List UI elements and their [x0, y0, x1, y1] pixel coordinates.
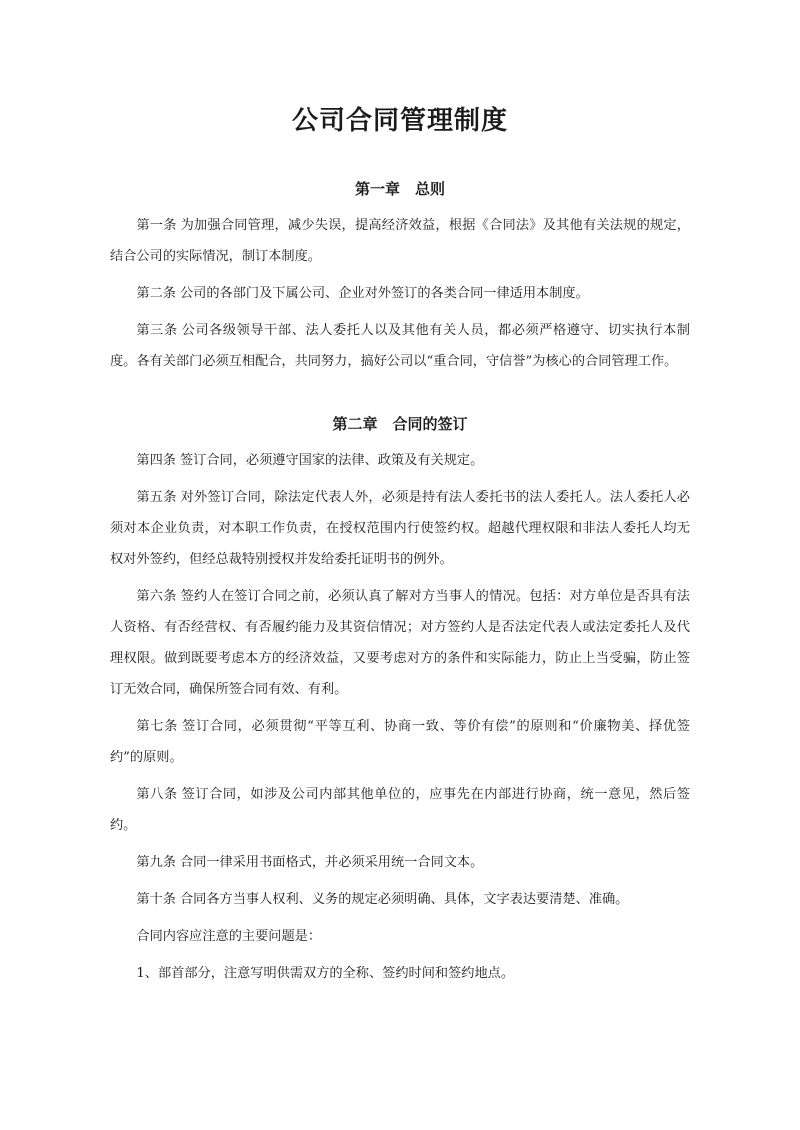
article-paragraph [110, 847, 690, 878]
body-paragraph: 合同内容应注意的主要问题是： [136, 929, 322, 944]
document-title: 公司合同管理制度 [291, 106, 508, 136]
article-paragraph [110, 581, 690, 705]
article-number: 第五条 [136, 490, 177, 505]
article-text: 公司的各部门及下属公司、企业对外签订的各类合同一律适用本制度。 [179, 286, 589, 301]
chapter-2 [110, 413, 690, 989]
article-number: 第一条 [136, 218, 177, 233]
article-paragraph [110, 445, 690, 476]
article-text: 签订合同，如涉及公司内部其他单位的，应事先在内部进行协商，统一意见，然后签约。 [110, 787, 690, 833]
article-number: 第四条 [136, 453, 176, 468]
article-paragraph [110, 315, 690, 377]
article-paragraph [110, 711, 690, 773]
article-text: 公司各级领导干部、法人委托人以及其他有关人员，都必须严格遵守、切实执行本制度。各有关部门必须互相配合，共同努力，搞好公司以“重合同，守信誉”为核心的合同管理工作。 [110, 323, 690, 369]
article-text: 对外签订合同，除法定代表人外，必须是持有法人委托书的法人委托人。法人委托人必须对本企业负责，对本职工作负责，在授权范围内行使签约权。超越代理权限和非法人委托人均无权对外签约，但经总裁特别授权并发给委托证明书的例外。 [110, 490, 690, 567]
chapter-title: 第二章 合同的签订 [332, 415, 468, 433]
article-number: 第十条 [136, 892, 176, 907]
article-text: 合同一律采用书面格式，并必须采用统一合同文本。 [179, 855, 484, 870]
article-text: 合同各方当事人权利、义务的规定必须明确、具体，文字表达要清楚、准确。 [179, 892, 629, 907]
chapter-1 [110, 178, 690, 377]
article-number: 第六条 [136, 589, 177, 604]
article-number: 第二条 [136, 286, 176, 301]
article-paragraph [110, 779, 690, 841]
article-paragraph [110, 482, 690, 575]
article-number: 第八条 [136, 787, 178, 802]
article-number: 第三条 [136, 323, 178, 338]
chapter-title: 第一章 总则 [354, 180, 445, 198]
article-number: 第七条 [136, 719, 179, 734]
article-paragraph [110, 210, 690, 272]
article-paragraph [110, 884, 690, 915]
article-text: 签约人在签订合同之前，必须认真了解对方当事人的情况。包括：对方单位是否具有法人资格、有否经营权、有否履约能力及其资信情况；对方签约人是否法定代表人或法定委托人及代理权限。做到既要考虑本方的经济效益，又要考虑对方的条件和实际能力，防止上当受骗，防止签订无效合同，确保所签合同有效、有利。 [110, 589, 690, 697]
article-number: 第九条 [136, 855, 176, 870]
article-text: 为加强合同管理，减少失误，提高经济效益，根据《合同法》及其他有关法规的规定，结合公司的实际情况，制订本制度。 [110, 218, 690, 264]
body-paragraph: 1、部首部分，注意写明供需双方的全称、签约时间和签约地点。 [136, 966, 515, 981]
article-text: 签订合同，必须贯彻“平等互利、协商一致、等价有偿”的原则和“价廉物美、择优签约”的原则。 [110, 719, 690, 765]
article-paragraph [110, 278, 690, 309]
article-text: 签订合同，必须遵守国家的法律、政策及有关规定。 [179, 453, 484, 468]
